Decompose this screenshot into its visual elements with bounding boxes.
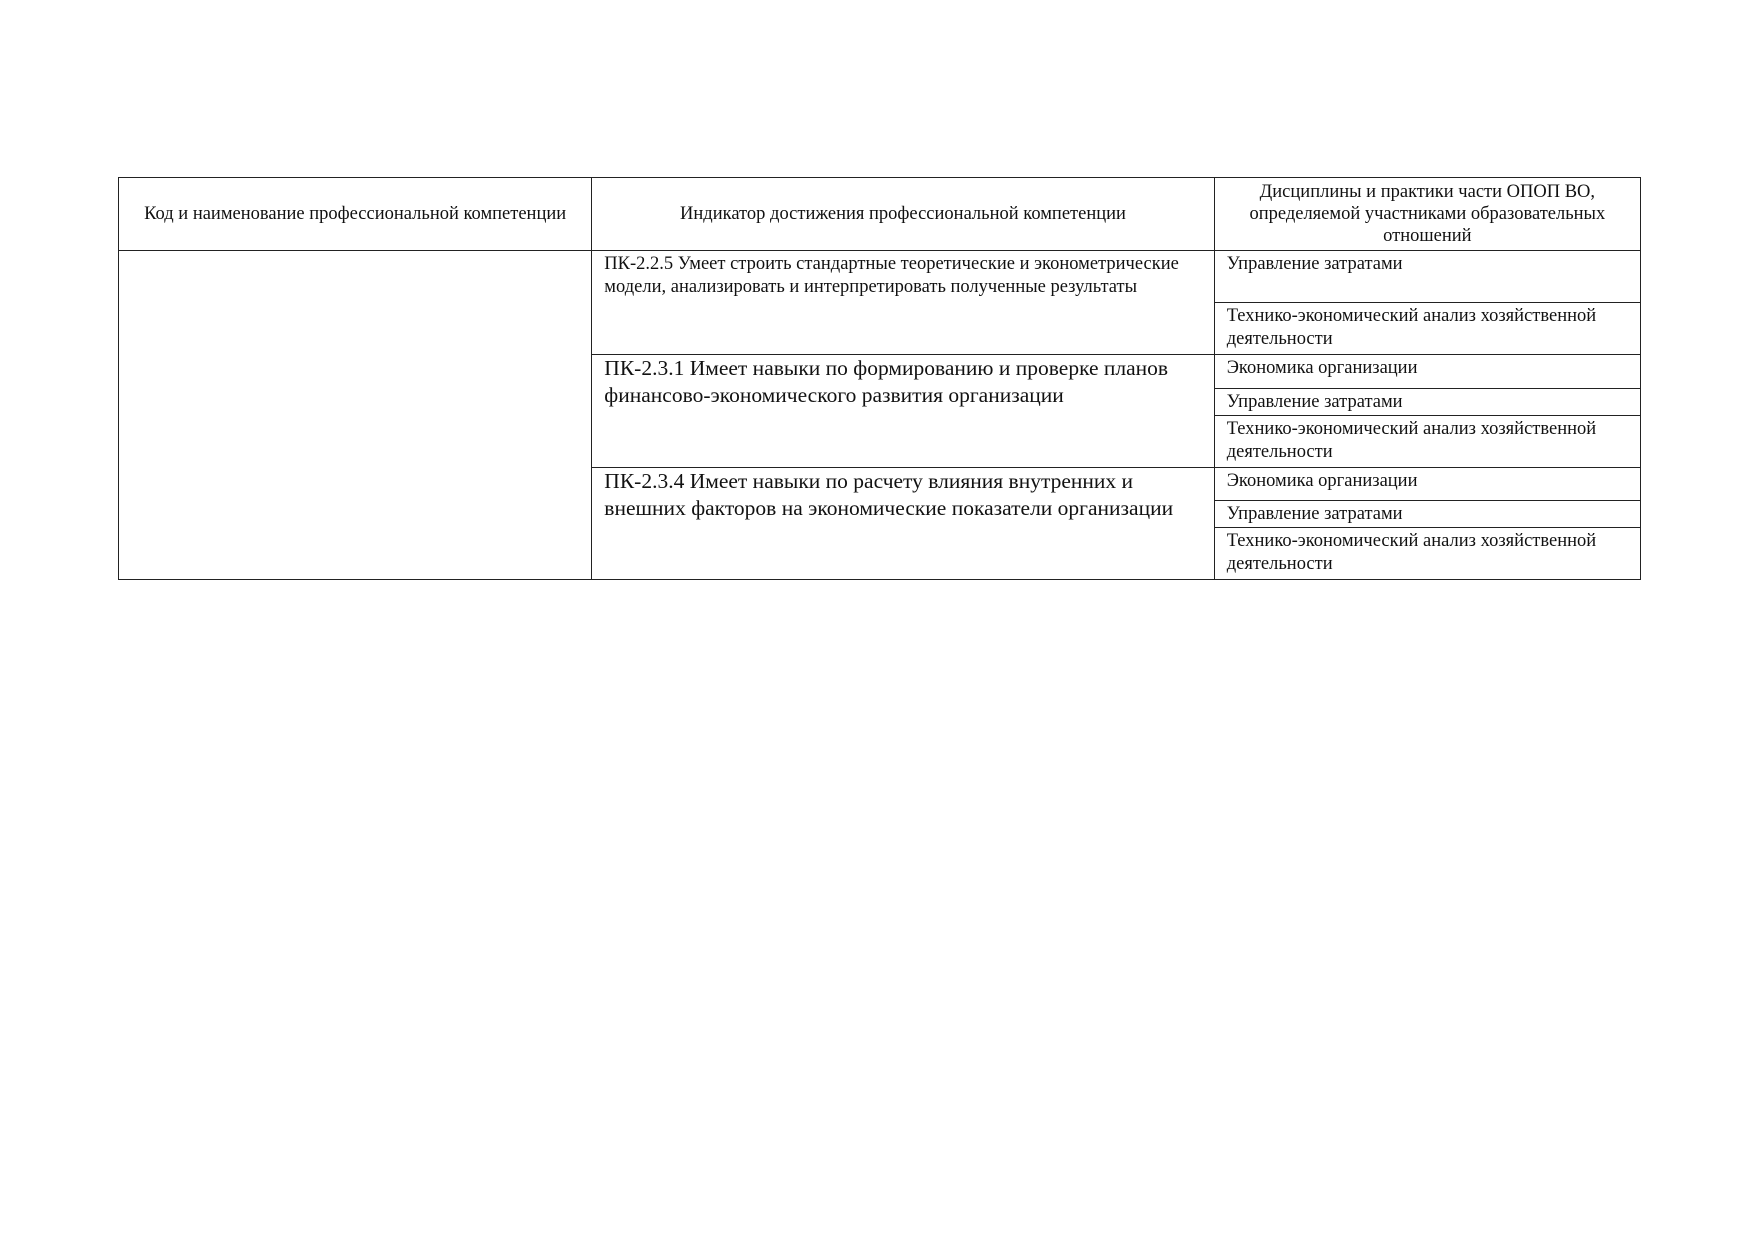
indicator-cell-pk-2-3-4: ПК-2.3.4 Имеет навыки по расчету влияния внутренних и внешних факторов на экономические показатели организации (592, 468, 1214, 580)
discipline-cell (1214, 389, 1640, 416)
header-indicator (592, 178, 1214, 251)
discipline-cell (1214, 303, 1640, 355)
document-page (118, 177, 1641, 580)
header-disciplines (1214, 178, 1640, 251)
discipline-cell (1214, 251, 1640, 303)
discipline-label: Экономика организации (1226, 471, 1418, 491)
discipline-label: Управление затратами (1226, 254, 1403, 274)
discipline-label: Экономика организации (1226, 358, 1418, 378)
header-indicator-label: Индикатор достижения профессиональной компетенции (680, 204, 1126, 224)
competence-table (118, 177, 1641, 580)
discipline-label: Технико-экономический анализ хозяйственной деятельности (1226, 419, 1597, 462)
discipline-label: Технико-экономический анализ хозяйственной деятельности (1226, 306, 1597, 349)
table-header-row (119, 178, 1641, 251)
discipline-cell (1214, 468, 1640, 501)
discipline-cell (1214, 528, 1640, 580)
competence-cell (119, 251, 592, 580)
discipline-label: Управление затратами (1226, 504, 1403, 524)
header-competence-label: Код и наименование профессиональной компетенции (144, 204, 567, 224)
discipline-cell (1214, 416, 1640, 468)
discipline-cell (1214, 355, 1640, 389)
discipline-cell (1214, 501, 1640, 528)
indicator-cell-pk-2-2-5: ПК-2.2.5 Умеет строить стандартные теоретические и эконометрические модели, анализировать и интерпретировать полученные результаты (592, 251, 1214, 355)
indicator-cell-pk-2-3-1: ПК-2.3.1 Имеет навыки по формированию и проверке планов финансово-экономического развития организации (592, 355, 1214, 468)
discipline-label: Технико-экономический анализ хозяйственной деятельности (1226, 531, 1597, 574)
header-disciplines-label: Дисциплины и практики части ОПОП ВО, определяемой участниками образовательных отношений (1249, 182, 1606, 246)
discipline-label: Управление затратами (1226, 392, 1403, 412)
table-row (119, 251, 1641, 303)
header-competence (119, 178, 592, 251)
